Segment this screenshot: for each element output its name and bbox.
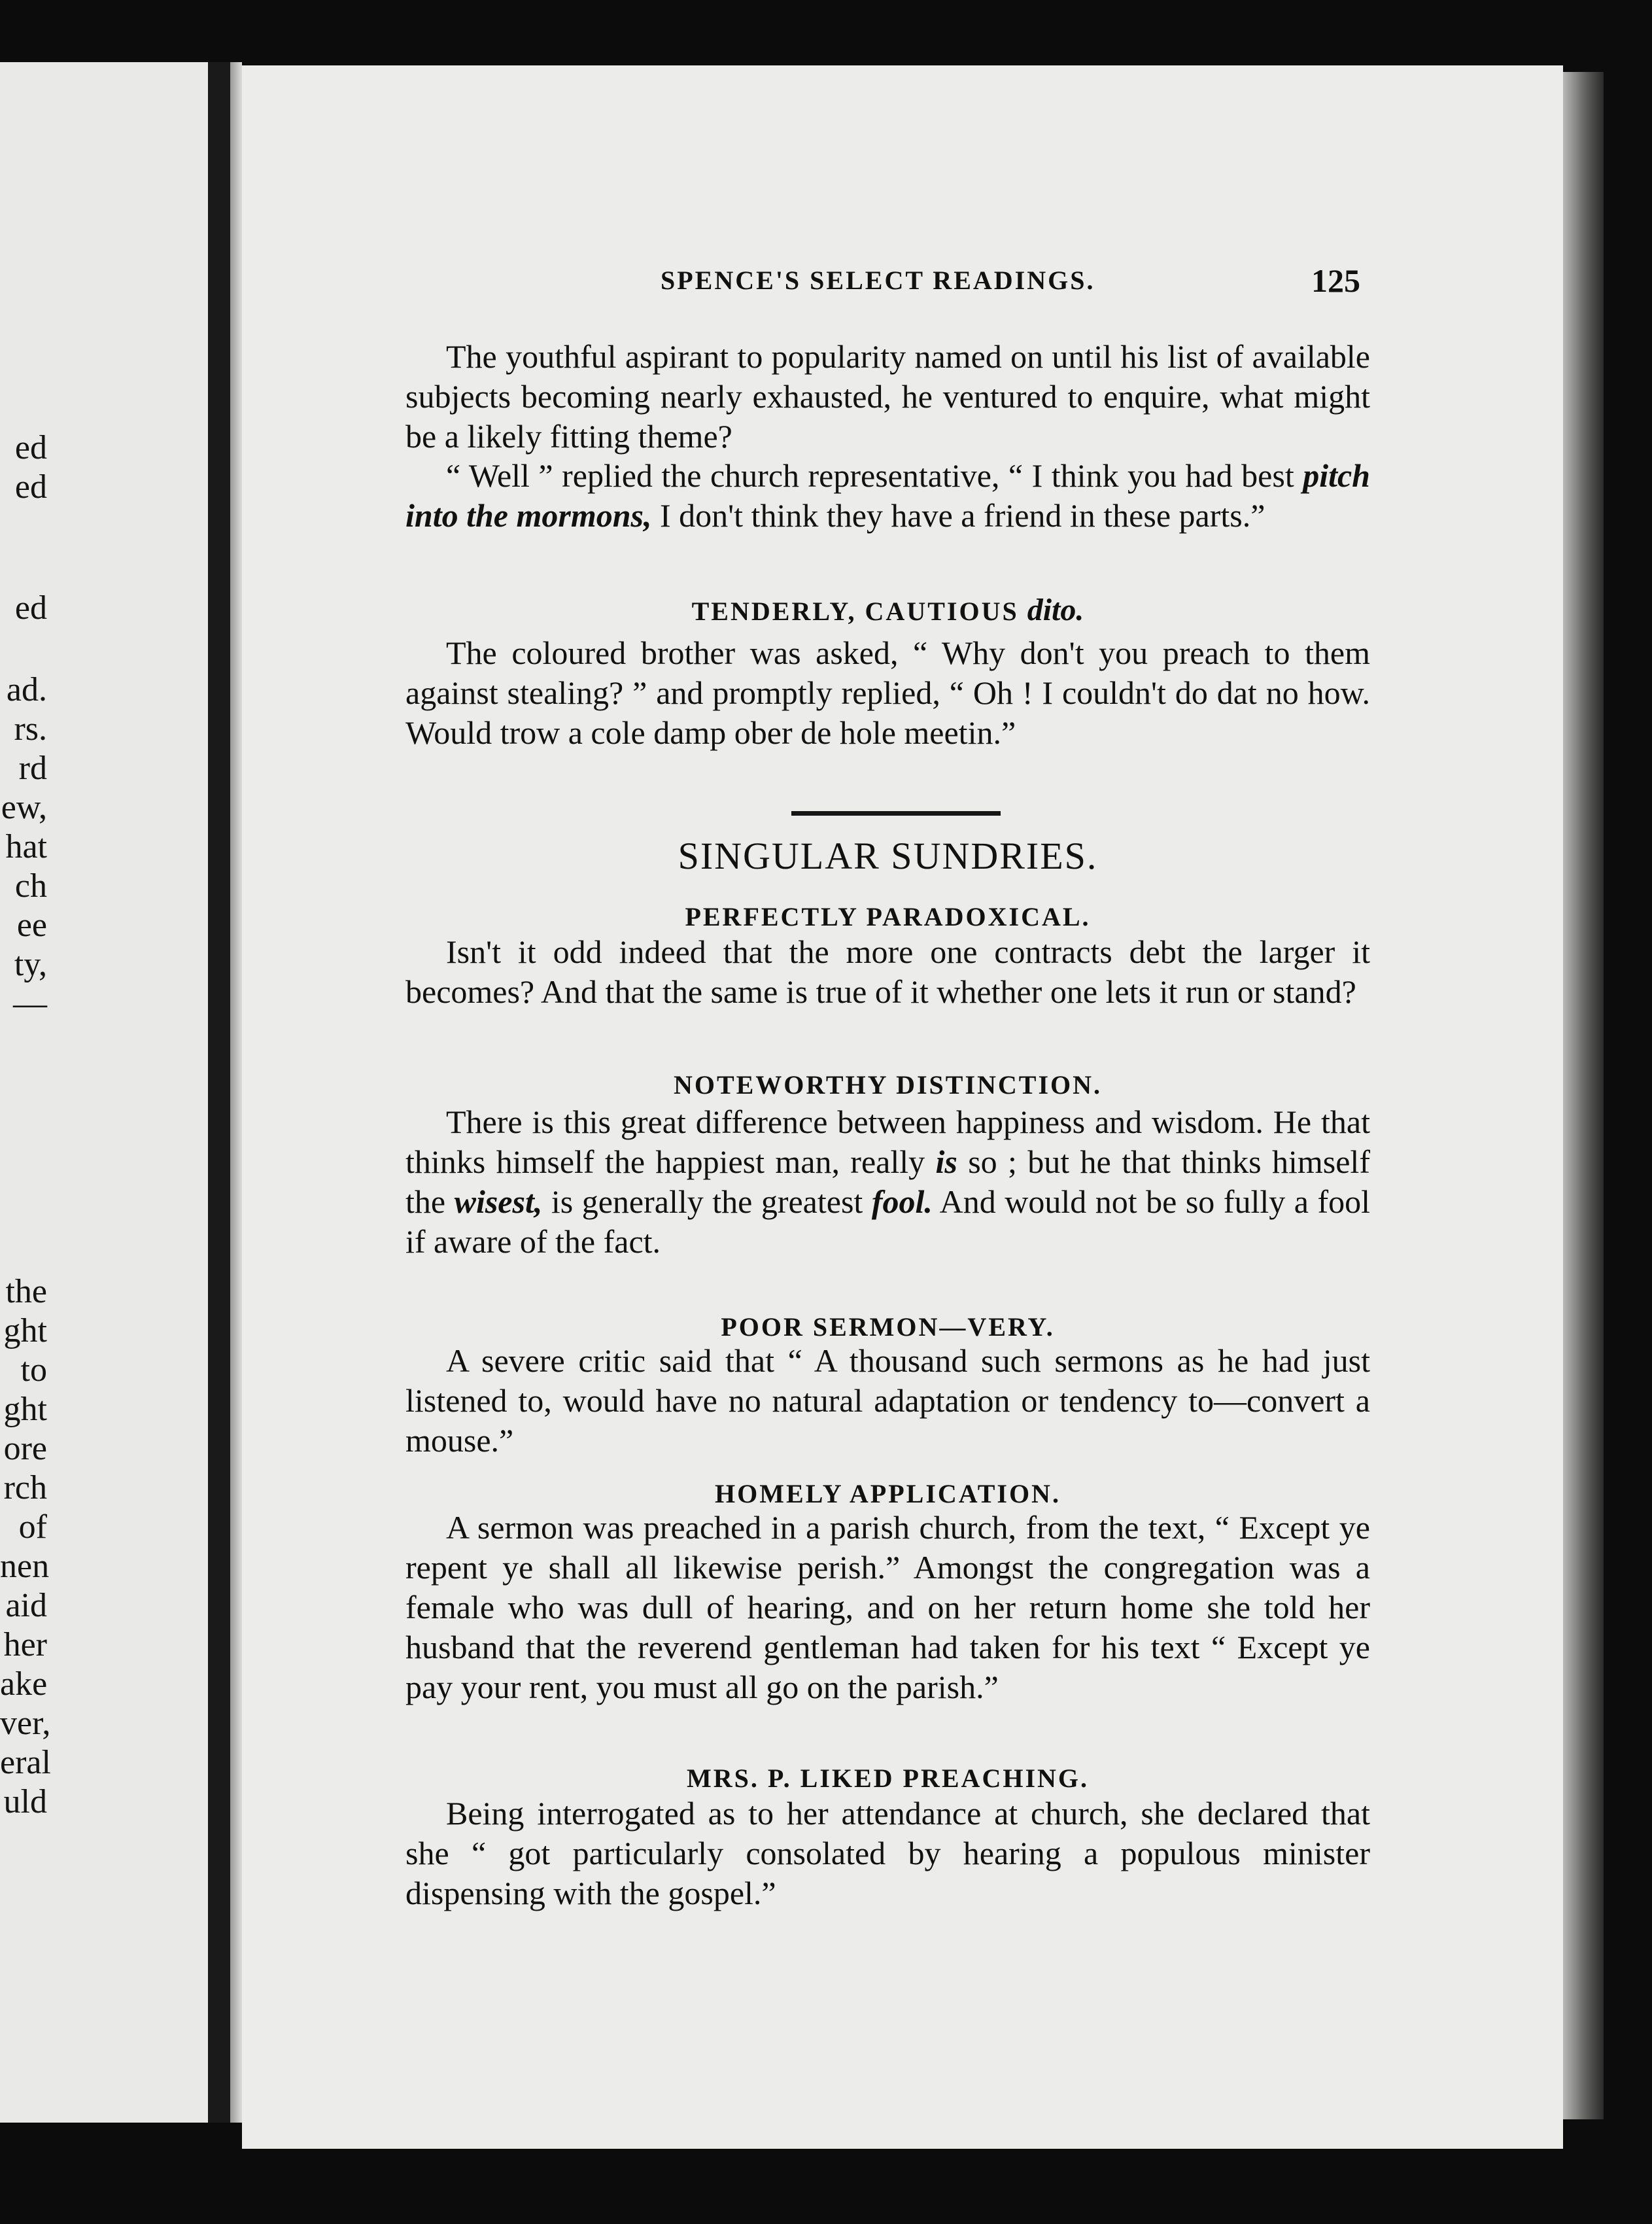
- facing-page-fragment: ed: [14, 589, 47, 627]
- facing-page-fragment: the: [5, 1273, 47, 1310]
- page-number: 125: [1311, 262, 1360, 299]
- paragraph-aspirant: The youthful aspirant to popularity named on until his list of available subjects becoming nearly exhausted, he ventured to enquire, what might be a likely fitting theme?: [405, 338, 1370, 455]
- facing-page-fragment: —: [13, 985, 47, 1022]
- heading-homely-application: HOMELY APPLICATION.: [715, 1479, 1061, 1508]
- facing-page-fragment: ake: [0, 1665, 48, 1703]
- book-gutter: [208, 62, 230, 2123]
- paragraph-parish-sermon: A sermon was preached in a parish church, from the text, “ Except ye repent ye shall all likewise perish.” Amongst the congregation was a female who was dull of hearing, and on her return home she told her husband that the reverend gentleman had taken for his text “ Except ye pay your rent, you must all go on the parish.”: [405, 1509, 1370, 1705]
- italic-text: fool.: [871, 1183, 933, 1220]
- italic-text: is: [935, 1143, 957, 1180]
- facing-page-fragment: her: [3, 1626, 47, 1663]
- facing-page-fragment: rs.: [14, 710, 47, 748]
- section-divider: [791, 811, 1001, 816]
- paragraph-paradox: Isn't it odd indeed that the more one contracts debt the larger it becomes? And that the same is true of it whether one lets it run or stand?: [405, 933, 1370, 1010]
- facing-page-fragment: ty,: [14, 946, 47, 983]
- facing-page-fragment: aid: [5, 1587, 47, 1624]
- facing-page-fragment: ght: [3, 1312, 47, 1349]
- paragraph-attendance: Being interrogated as to her attendance at church, she declared that she “ got particularly consolated by hearing a populous minister dispensing with the gospel.”: [405, 1795, 1370, 1911]
- facing-page-fragment: uld: [3, 1783, 47, 1820]
- facing-page-fragment: nen: [0, 1548, 50, 1585]
- facing-page-fragment: ew,: [1, 789, 47, 826]
- facing-page-fragment: rd: [18, 750, 47, 787]
- paragraph-severe-critic: A severe critic said that “ A thousand such sermons as he had just listened to, would have no natural adaptation or tendency to—convert a mouse.”: [405, 1342, 1370, 1459]
- facing-page-fragment: to: [20, 1351, 47, 1389]
- heading-perfectly-paradoxical: PERFECTLY PARADOXICAL.: [685, 902, 1091, 931]
- text-run: so ; but he that thinks himself the: [405, 1143, 1370, 1220]
- facing-page-fragment: ver,: [0, 1705, 51, 1742]
- facing-page-fragment: ed: [14, 429, 47, 466]
- facing-page-fragment: ed: [14, 468, 47, 506]
- italic-text: wisest,: [454, 1183, 543, 1220]
- gutter-shadow: [230, 62, 242, 2123]
- facing-page-fragment: of: [18, 1508, 47, 1546]
- paragraph-happiness-wisdom: [405, 1102, 1370, 1262]
- text-run: is generally the greatest: [542, 1183, 872, 1220]
- text-run: I don't think they have a friend in these parts.”: [651, 497, 1265, 534]
- text-run: And would not be so fully a fool if aware of the fact.: [405, 1183, 1370, 1260]
- heading-tenderly-cautious: [405, 592, 1370, 628]
- heading-noteworthy-distinction: NOTEWORTHY DISTINCTION.: [673, 1070, 1103, 1100]
- text-run: “ Well ” replied the church representative, “ I think you had best: [446, 457, 1303, 494]
- paragraph-coloured-brother: The coloured brother was asked, “ Why don't you preach to them against stealing? ” and promptly replied, “ Oh ! I couldn't do dat no how. Would trow a cole damp ober de hole meetin.”: [405, 634, 1370, 751]
- facing-page-fragment: ee: [16, 907, 47, 944]
- page-edge: [1563, 72, 1604, 2119]
- heading-mrs-p-liked-preaching: MRS. P. LIKED PREACHING.: [686, 1764, 1090, 1793]
- facing-page-fragment: rch: [3, 1469, 47, 1506]
- facing-page-fragment: ght: [3, 1391, 47, 1428]
- facing-page-fragment: eral: [0, 1744, 51, 1781]
- paragraph-church-representative: [405, 456, 1370, 536]
- section-title: SINGULAR SUNDRIES.: [678, 835, 1098, 877]
- heading-poor-sermon: POOR SERMON—VERY.: [721, 1312, 1055, 1342]
- facing-page-fragment: ch: [14, 867, 47, 905]
- facing-page-fragment: ad.: [6, 671, 47, 708]
- facing-page-fragment: ore: [3, 1430, 47, 1467]
- italic-text: dito.: [1027, 593, 1084, 627]
- italic-text: pitch into the mormons,: [405, 457, 1370, 534]
- running-head: SPENCE'S SELECT READINGS.: [661, 266, 1095, 295]
- text-run: There is this great difference between happiness and wisdom. He that thinks himself the happiest man, really: [405, 1103, 1370, 1180]
- facing-page-fragment: hat: [5, 828, 47, 865]
- text-run: TENDERLY, CAUTIOUS: [691, 597, 1027, 626]
